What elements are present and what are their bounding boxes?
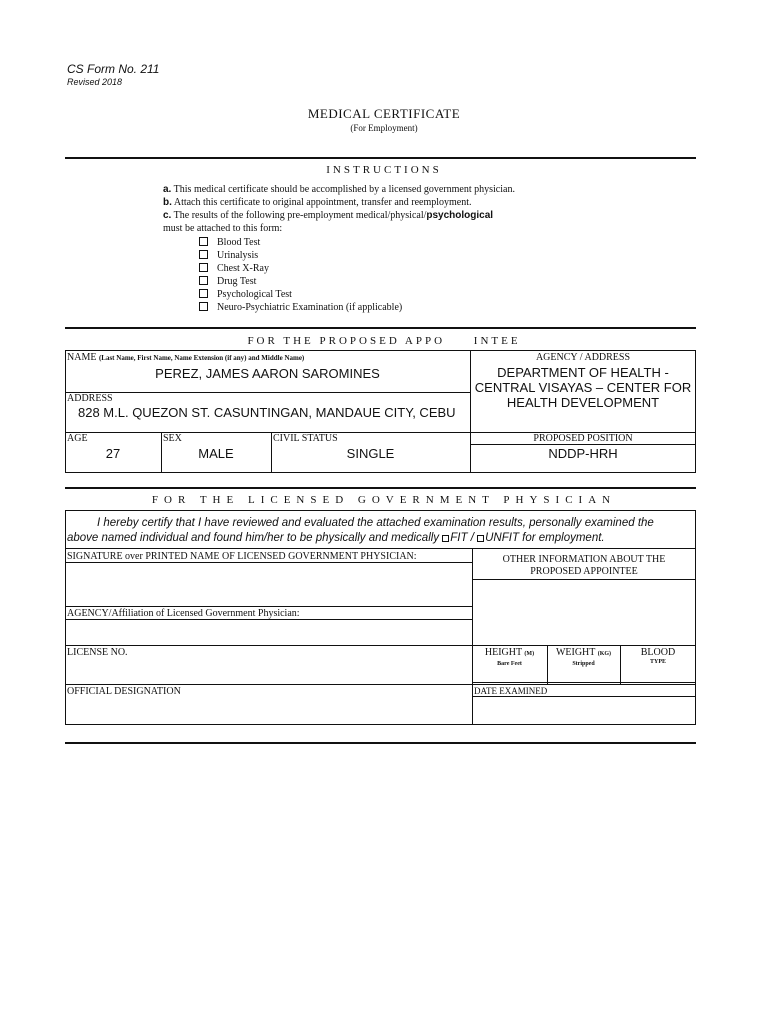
test-item[interactable]: [199, 302, 402, 313]
license-field[interactable]: [66, 658, 471, 683]
position-field[interactable]: NDDP-HRH: [548, 446, 618, 461]
unfit-checkbox[interactable]: [477, 535, 484, 542]
name-label-text: NAME: [67, 352, 97, 363]
form-number: CS Form No. 211: [67, 62, 160, 76]
instruction-a-text: This medical certificate should be accomplished by a licensed government physician.: [173, 184, 515, 195]
checkbox[interactable]: [199, 250, 208, 259]
blood-label-text: BLOOD: [640, 647, 676, 658]
civil-status-field[interactable]: SINGLE: [346, 446, 395, 461]
civil-status-label: CIVIL STATUS: [273, 433, 338, 444]
address-field[interactable]: 828 M.L. QUEZON ST. CASUNTINGAN, MANDAUE CITY, CEBU: [78, 405, 456, 420]
fit-separator: /: [467, 532, 478, 544]
divider: [65, 487, 696, 489]
height-unit: (M): [524, 651, 535, 657]
checkbox[interactable]: [199, 237, 208, 246]
other-info-label: OTHER INFORMATION ABOUT THE PROPOSED APPOINTEE: [502, 554, 666, 577]
instruction-c-text: The results of the following pre-employment medical/physical/: [173, 210, 427, 221]
test-label: Psychological Test: [217, 289, 292, 300]
test-label: Neuro-Psychiatric Examination (if applicable): [217, 302, 403, 313]
signature-field[interactable]: [66, 563, 471, 605]
certification-line-2b: for employment.: [518, 532, 605, 544]
instructions-heading: INSTRUCTIONS: [326, 164, 442, 176]
height-sub: Bare Feet: [497, 661, 522, 667]
instruction-c: [163, 210, 493, 221]
unfit-label: UNFIT: [485, 532, 519, 544]
test-item[interactable]: [199, 237, 260, 248]
address-label: ADDRESS: [67, 393, 113, 404]
name-label: [67, 352, 304, 364]
agency-field[interactable]: DEPARTMENT OF HEALTH - CENTRAL VISAYAS – CENTER FOR HEALTH DEVELOPMENT: [474, 365, 692, 410]
appointee-heading: FOR THE PROPOSED APPO INTEE: [247, 335, 521, 347]
test-label: Drug Test: [217, 276, 257, 287]
sex-field[interactable]: MALE: [198, 446, 234, 461]
date-examined-field[interactable]: [473, 697, 695, 724]
instruction-a-letter: a.: [163, 184, 172, 195]
height-label-text: HEIGHT: [484, 647, 522, 658]
instruction-a: [163, 184, 515, 195]
checkbox[interactable]: [199, 289, 208, 298]
blood-sub: TYPE: [649, 659, 666, 665]
certification-line-1: I hereby certify that I have reviewed and evaluated the attached examination results, personally examined the: [97, 517, 654, 529]
checkbox[interactable]: [199, 263, 208, 272]
test-item[interactable]: [199, 263, 269, 274]
name-field[interactable]: PEREZ, JAMES AARON SAROMINES: [155, 366, 380, 381]
test-label: Urinalysis: [217, 250, 259, 261]
weight-unit: (KG): [597, 651, 612, 657]
blood-type-label: [620, 647, 696, 666]
instruction-c-bold: psychological: [426, 210, 494, 221]
test-label: Blood Test: [217, 237, 261, 248]
age-label: AGE: [67, 433, 88, 444]
date-examined-label: DATE EXAMINED: [474, 686, 548, 696]
divider: [65, 327, 696, 329]
license-label: LICENSE NO.: [67, 647, 128, 658]
position-label: PROPOSED POSITION: [533, 433, 633, 444]
name-hint: (Last Name, First Name, Name Extension (if any) and Middle Name): [98, 354, 305, 362]
instruction-b-letter: b.: [163, 197, 172, 208]
checkbox[interactable]: [199, 302, 208, 311]
signature-label: SIGNATURE over PRINTED NAME OF LICENSED GOVERNMENT PHYSICIAN:: [67, 551, 417, 562]
weight-sub: Stripped: [572, 661, 595, 667]
test-label: Chest X-Ray: [217, 263, 269, 274]
test-item[interactable]: [199, 276, 256, 287]
height-label: [472, 647, 547, 668]
page-subtitle: (For Employment): [350, 123, 418, 133]
divider: [65, 157, 696, 159]
physician-heading: FOR THE LICENSED GOVERNMENT PHYSICIAN: [151, 494, 617, 506]
weight-label-text: WEIGHT: [555, 647, 596, 658]
instruction-b: [163, 197, 472, 208]
test-item[interactable]: [199, 250, 258, 261]
checkbox[interactable]: [199, 276, 208, 285]
physician-agency-label: AGENCY/Affiliation of Licensed Government Physician:: [67, 608, 300, 619]
certification-line-2: [67, 531, 695, 546]
certification-text: [67, 516, 695, 546]
fit-label: FIT: [450, 532, 468, 544]
page-title: MEDICAL CERTIFICATE: [307, 106, 461, 121]
instruction-b-text: Attach this certificate to original appointment, transfer and reemployment.: [173, 197, 472, 208]
instruction-c-letter: c.: [163, 210, 172, 221]
agency-label: AGENCY / ADDRESS: [535, 352, 631, 363]
instruction-c-continued: must be attached to this form:: [163, 223, 283, 234]
age-field[interactable]: 27: [105, 446, 121, 461]
physician-agency-field[interactable]: [66, 620, 471, 644]
designation-label: OFFICIAL DESIGNATION: [67, 686, 181, 697]
designation-field[interactable]: [66, 697, 471, 724]
certification-line-2a: above named individual and found him/her to be physically and medically: [67, 532, 443, 544]
sex-label: SEX: [163, 433, 182, 444]
fit-checkbox[interactable]: [442, 535, 449, 542]
form-revision: Revised 2018: [67, 77, 123, 87]
divider: [65, 742, 696, 744]
weight-label: [547, 647, 620, 668]
test-item[interactable]: [199, 289, 292, 300]
